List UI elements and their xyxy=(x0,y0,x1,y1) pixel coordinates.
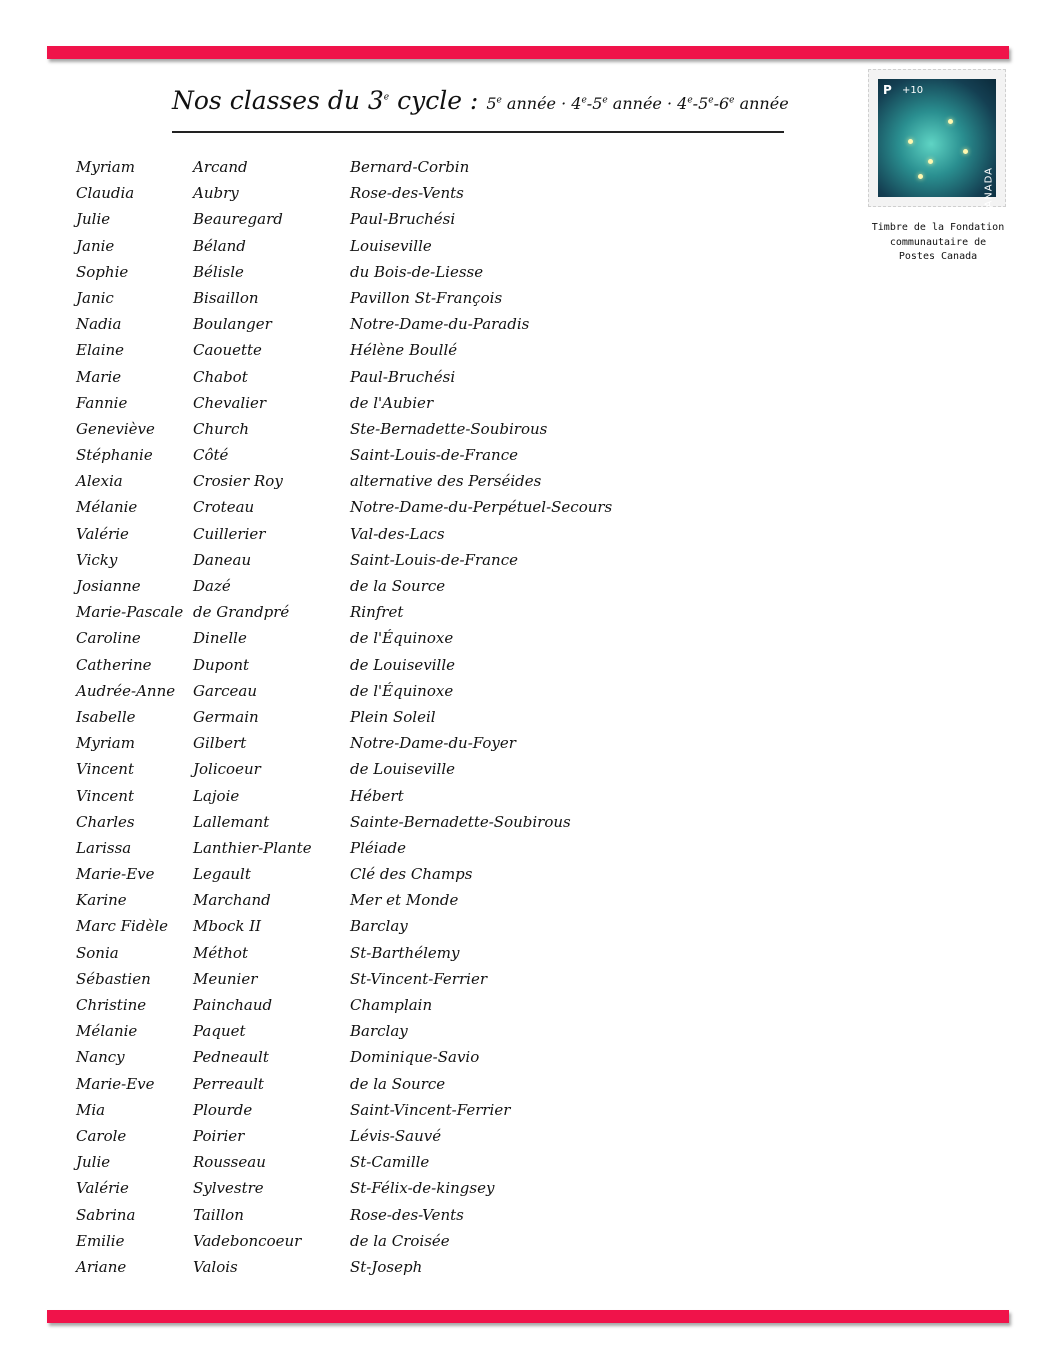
school-name: de Louiseville xyxy=(350,655,456,674)
last-name: Côté xyxy=(193,446,229,465)
first-name: Fannie xyxy=(76,393,128,412)
roster-row xyxy=(0,1019,800,1045)
school-name: Saint-Louis-de-France xyxy=(350,550,518,569)
school-name: de la Croisée xyxy=(350,1231,450,1250)
first-name: Geneviève xyxy=(76,419,155,438)
school-name: du Bois-de-Liesse xyxy=(350,262,484,281)
roster-row xyxy=(0,234,800,260)
caption-line: Postes Canada xyxy=(898,251,978,262)
last-name: Chabot xyxy=(193,367,248,386)
roster-row xyxy=(0,365,800,391)
last-name: Taillon xyxy=(193,1205,244,1224)
roster-row xyxy=(0,888,800,914)
stamp-artwork xyxy=(878,79,996,216)
school-name: Clé des Champs xyxy=(350,865,473,884)
last-name: Plourde xyxy=(193,1100,253,1119)
school-name: alternative des Perséides xyxy=(350,472,542,491)
school-name: Bernard-Corbin xyxy=(350,158,470,176)
first-name: Nadia xyxy=(76,315,122,334)
first-name: Marie-Eve xyxy=(76,1074,155,1093)
roster-row xyxy=(0,679,800,705)
roster-row xyxy=(0,836,800,862)
school-name: Notre-Dame-du-Foyer xyxy=(350,734,516,753)
school-name: Notre-Dame-du-Paradis xyxy=(350,315,530,334)
first-name: Marie xyxy=(76,367,122,386)
firefly-icon xyxy=(928,159,933,164)
roster-row xyxy=(0,731,800,757)
roster-row xyxy=(0,181,800,207)
school-name: Rinfret xyxy=(350,603,404,622)
school-name: Barclay xyxy=(350,917,408,936)
first-name: Isabelle xyxy=(76,707,136,726)
stamp-caption xyxy=(858,221,1018,265)
school-name: Saint-Louis-de-France xyxy=(350,446,518,465)
roster-row xyxy=(0,207,800,233)
school-name: de la Source xyxy=(350,1074,446,1093)
school-name: Rose-des-Vents xyxy=(350,184,464,203)
school-name: Pavillon St-François xyxy=(350,288,503,307)
caption-line: communautaire de xyxy=(889,236,987,248)
school-name: Sainte-Bernadette-Soubirous xyxy=(350,812,571,831)
last-name: Marchand xyxy=(193,891,271,910)
last-name: Daneau xyxy=(193,550,252,569)
first-name: Karine xyxy=(76,891,127,910)
first-name: Mélanie xyxy=(76,1022,138,1041)
last-name: Boulanger xyxy=(193,315,272,334)
last-name: Caouette xyxy=(193,341,262,360)
last-name: Valois xyxy=(193,1257,238,1276)
first-name: Sébastien xyxy=(76,969,151,988)
roster-row xyxy=(0,1203,800,1229)
stamp-value: +10 xyxy=(902,85,924,96)
roster-row xyxy=(0,1124,800,1150)
school-name: Val-des-Lacs xyxy=(350,524,445,543)
stamp-country: CANADA xyxy=(984,167,995,216)
first-name: Myriam xyxy=(76,158,135,176)
roster-row xyxy=(0,286,800,312)
school-name: Dominique-Savio xyxy=(350,1048,480,1067)
last-name: Lallemant xyxy=(193,812,270,831)
school-name: Rose-des-Vents xyxy=(350,1205,464,1224)
roster-row xyxy=(0,705,800,731)
last-name: Dazé xyxy=(193,577,231,595)
roster-row xyxy=(0,1072,800,1098)
first-name: Josianne xyxy=(76,577,141,595)
last-name: Vadeboncoeur xyxy=(193,1231,302,1250)
roster-row xyxy=(0,1229,800,1255)
first-name: Audrée-Anne xyxy=(76,681,176,700)
first-name: Catherine xyxy=(76,655,152,674)
school-name: Champlain xyxy=(350,996,433,1014)
postal-symbol-icon: P xyxy=(883,83,892,97)
first-name: Valérie xyxy=(76,524,129,543)
first-name: Julie xyxy=(76,210,111,229)
school-name: St-Barthélemy xyxy=(350,943,460,962)
last-name: Béland xyxy=(193,236,246,255)
firefly-icon xyxy=(948,119,953,124)
last-name: Legault xyxy=(193,865,251,884)
last-name: Jolicoeur xyxy=(193,760,261,779)
last-name: Bisaillon xyxy=(193,288,259,307)
firefly-icon xyxy=(908,139,913,144)
roster-row xyxy=(0,155,800,181)
last-name: Lajoie xyxy=(193,786,240,805)
roster-row xyxy=(0,391,800,417)
first-name: Sabrina xyxy=(76,1205,136,1224)
last-name: Meunier xyxy=(193,969,258,988)
firefly-icon xyxy=(963,149,968,154)
school-name: Paul-Bruchési xyxy=(350,210,456,229)
first-name: Vincent xyxy=(76,760,134,779)
roster-row xyxy=(0,967,800,993)
school-name: de l'Équinoxe xyxy=(350,681,454,700)
school-name: Plein Soleil xyxy=(350,707,436,726)
last-name: Beauregard xyxy=(193,210,283,229)
first-name: Marc Fidèle xyxy=(76,917,168,936)
school-name: St-Joseph xyxy=(350,1257,423,1276)
first-name: Claudia xyxy=(76,184,135,203)
top-accent-bar xyxy=(47,46,1009,59)
first-name: Stéphanie xyxy=(76,446,153,465)
last-name: Perreault xyxy=(193,1074,264,1093)
school-name: Hélène Boullé xyxy=(350,341,458,360)
roster-row xyxy=(0,653,800,679)
last-name: Germain xyxy=(193,707,259,726)
title-grades: 5e année · $4^e-5^e$ année · $4^e-5^e-6^e$ année xyxy=(486,94,789,113)
last-name: Church xyxy=(193,419,250,438)
roster-row xyxy=(0,993,800,1019)
last-name: Crosier Roy xyxy=(193,472,283,491)
title-underline xyxy=(172,131,784,133)
roster-row xyxy=(0,941,800,967)
roster-row xyxy=(0,862,800,888)
first-name: Christine xyxy=(76,996,147,1014)
school-name: Mer et Monde xyxy=(350,891,459,910)
roster-row xyxy=(0,1255,800,1281)
roster-row xyxy=(0,757,800,783)
last-name: Dinelle xyxy=(193,629,247,648)
roster-row xyxy=(0,443,800,469)
first-name: Janic xyxy=(76,288,114,307)
last-name: Aubry xyxy=(193,184,239,203)
last-name: Rousseau xyxy=(193,1153,266,1172)
title-main: Nos classes du 3e cycle : xyxy=(172,86,487,115)
first-name: Janie xyxy=(76,236,115,255)
school-name: de la Source xyxy=(350,577,446,595)
roster-row xyxy=(0,574,800,600)
last-name: Mbock II xyxy=(193,917,262,936)
school-name: Ste-Bernadette-Soubirous xyxy=(350,419,548,438)
last-name: Pedneault xyxy=(193,1048,269,1067)
first-name: Charles xyxy=(76,812,135,831)
first-name: Emilie xyxy=(76,1231,125,1250)
last-name: de Grandpré xyxy=(193,603,290,622)
last-name: Painchaud xyxy=(193,996,273,1014)
first-name: Nancy xyxy=(76,1048,125,1067)
school-name: Louiseville xyxy=(350,236,432,255)
roster-row xyxy=(0,784,800,810)
first-name: Valérie xyxy=(76,1179,129,1198)
school-name: de l'Équinoxe xyxy=(350,629,454,648)
last-name: Lanthier-Plante xyxy=(193,838,312,857)
school-name: Pléiade xyxy=(350,838,406,857)
last-name: Sylvestre xyxy=(193,1179,264,1198)
roster-row xyxy=(0,522,800,548)
roster-row xyxy=(0,1150,800,1176)
roster-row xyxy=(0,338,800,364)
roster-row xyxy=(0,495,800,521)
roster-row xyxy=(0,469,800,495)
roster-row xyxy=(0,626,800,652)
first-name: Carole xyxy=(76,1126,127,1145)
postage-stamp xyxy=(868,69,1006,216)
roster-row xyxy=(0,600,800,626)
school-name: Barclay xyxy=(350,1022,408,1041)
last-name: Paquet xyxy=(193,1022,246,1041)
roster-row xyxy=(0,914,800,940)
first-name: Elaine xyxy=(76,341,125,360)
first-name: Vincent xyxy=(76,786,134,805)
first-name: Ariane xyxy=(76,1257,127,1276)
last-name: Gilbert xyxy=(193,734,247,753)
first-name: Marie-Pascale xyxy=(76,603,184,622)
roster-row xyxy=(0,1098,800,1124)
first-name: Sophie xyxy=(76,262,129,281)
teacher-roster xyxy=(0,155,800,1281)
last-name: Croteau xyxy=(193,498,255,517)
first-name: Julie xyxy=(76,1153,111,1172)
roster-row xyxy=(0,810,800,836)
roster-row xyxy=(0,417,800,443)
first-name: Larissa xyxy=(76,838,132,857)
roster-row xyxy=(0,1176,800,1202)
first-name: Vicky xyxy=(76,550,118,569)
school-name: Paul-Bruchési xyxy=(350,367,456,386)
school-name: de l'Aubier xyxy=(350,393,434,412)
first-name: Myriam xyxy=(76,734,135,753)
last-name: Cuillerier xyxy=(193,524,266,543)
first-name: Mélanie xyxy=(76,498,138,517)
last-name: Poirier xyxy=(193,1126,245,1145)
school-name: Hébert xyxy=(350,786,404,805)
last-name: Chevalier xyxy=(193,393,267,412)
first-name: Mia xyxy=(76,1100,106,1119)
school-name: St-Félix-de-kingsey xyxy=(350,1179,495,1198)
school-name: Notre-Dame-du-Perpétuel-Secours xyxy=(350,498,613,517)
school-name: Lévis-Sauvé xyxy=(350,1126,442,1145)
roster-row xyxy=(0,548,800,574)
bottom-accent-bar xyxy=(47,1310,1009,1323)
last-name: Arcand xyxy=(193,158,248,176)
first-name: Caroline xyxy=(76,629,141,648)
roster-row xyxy=(0,312,800,338)
first-name: Sonia xyxy=(76,943,119,962)
caption-line: Timbre de la Fondation xyxy=(871,222,1005,233)
school-name: St-Vincent-Ferrier xyxy=(350,969,487,988)
school-name: de Louiseville xyxy=(350,760,456,779)
last-name: Bélisle xyxy=(193,262,244,281)
first-name: Marie-Eve xyxy=(76,865,155,884)
page-title xyxy=(172,86,789,115)
first-name: Alexia xyxy=(76,472,123,491)
school-name: St-Camille xyxy=(350,1153,430,1172)
last-name: Dupont xyxy=(193,655,250,674)
firefly-icon xyxy=(918,174,923,179)
roster-row xyxy=(0,260,800,286)
school-name: Saint-Vincent-Ferrier xyxy=(350,1100,511,1119)
last-name: Méthot xyxy=(193,943,248,962)
last-name: Garceau xyxy=(193,681,257,700)
roster-row xyxy=(0,1045,800,1071)
